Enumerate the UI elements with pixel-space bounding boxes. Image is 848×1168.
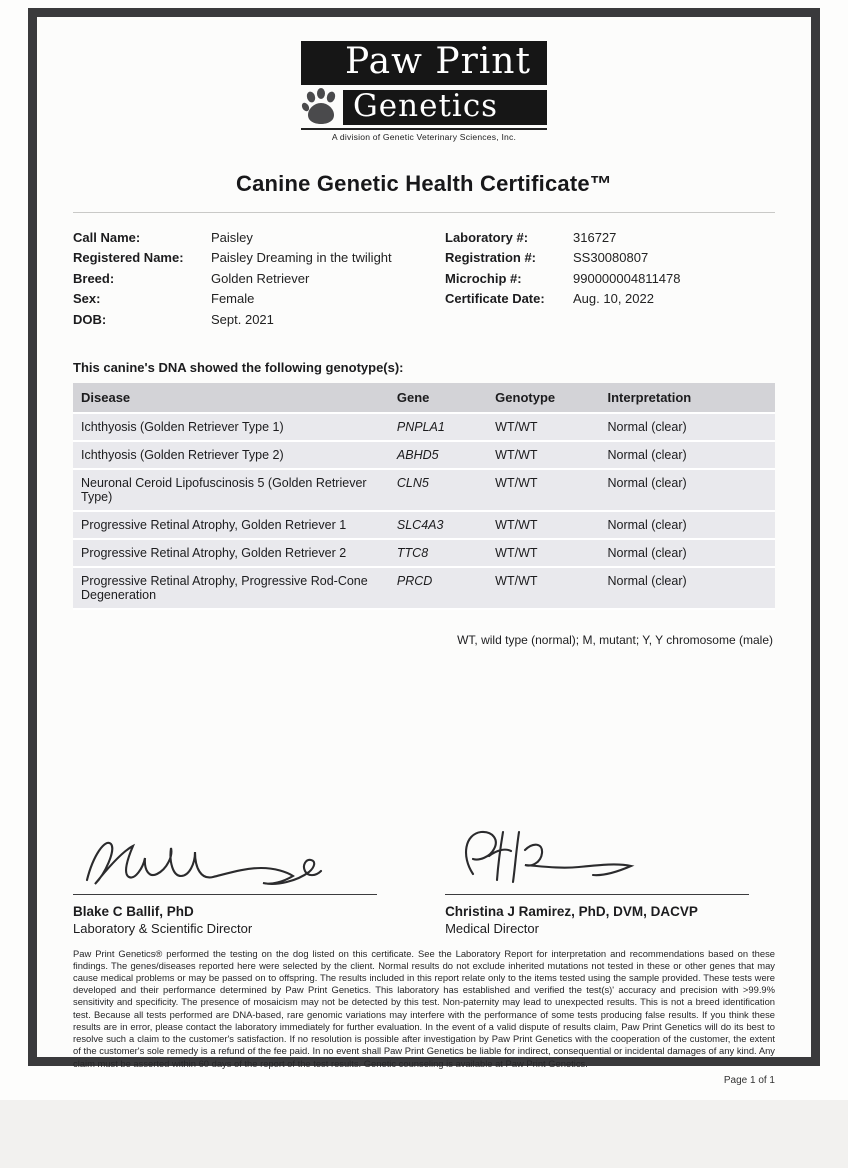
logo-area: [73, 41, 775, 145]
dog-info-right-column: [445, 230, 775, 327]
field-label: Breed:: [73, 270, 115, 286]
field-label: Laboratory #:: [445, 229, 529, 245]
table-row: [73, 441, 775, 469]
cell-gene: CLN5: [389, 469, 487, 511]
laboratory-number-value: 316727: [573, 229, 617, 245]
cell-interpretation: Normal (clear): [599, 539, 775, 567]
column-header-gene: Gene: [389, 383, 487, 413]
field-label: Registered Name:: [73, 250, 184, 266]
title-divider: [73, 212, 775, 213]
cell-gene: PRCD: [389, 567, 487, 609]
field-label: Sex:: [73, 291, 101, 307]
logo-tagline: A division of Genetic Veterinary Sciences, Inc.: [301, 128, 547, 142]
cell-genotype: WT/WT: [487, 469, 599, 511]
pawprint-genetics-logo: [301, 41, 547, 142]
cell-genotype: WT/WT: [487, 441, 599, 469]
cell-disease: Ichthyosis (Golden Retriever Type 2): [73, 441, 389, 469]
signature-ink-blake: [73, 822, 323, 902]
signature-line: [73, 823, 377, 895]
cell-interpretation: Normal (clear): [599, 413, 775, 441]
cell-disease: Progressive Retinal Atrophy, Golden Retriever 1: [73, 511, 389, 539]
column-header-genotype: Genotype: [487, 383, 599, 413]
paw-print-icon: [301, 87, 341, 125]
dog-info-left-column: [73, 230, 445, 327]
signature-line: [445, 823, 749, 895]
cell-gene: SLC4A3: [389, 511, 487, 539]
registration-number-value: SS30080807: [573, 250, 649, 266]
signature-section: [73, 823, 775, 936]
call-name-value: Paisley: [211, 229, 253, 245]
microchip-number-value: 990000004811478: [573, 270, 681, 286]
certificate-date-value: Aug. 10, 2022: [573, 291, 654, 307]
field-label: Call Name:: [73, 229, 141, 245]
cell-disease: Neuronal Ceroid Lipofuscinosis 5 (Golden Retriever Type): [73, 469, 389, 511]
sex-value: Female: [211, 291, 255, 307]
cell-disease: Ichthyosis (Golden Retriever Type 1): [73, 413, 389, 441]
column-header-interpretation: Interpretation: [599, 383, 775, 413]
certificate-border-frame: [28, 8, 820, 1086]
cell-genotype: WT/WT: [487, 413, 599, 441]
signer-title: Medical Director: [445, 920, 539, 936]
logo-text-genetics: Genetics: [343, 90, 547, 125]
signature-block-medical-director: [445, 823, 775, 936]
signer-title: Laboratory & Scientific Director: [73, 920, 253, 936]
logo-text-paw-print: Paw Print: [301, 41, 547, 85]
genotype-legend: WT, wild type (normal); M, mutant; Y, Y chromosome (male): [457, 632, 773, 647]
signature-ink-christina: [445, 822, 695, 902]
legal-disclaimer-text: Paw Print Genetics® performed the testing on the dog listed on this certificate. See the Laboratory Report for interpretation and recommendations based on these findings. The genes/diseases reported here were selected by the client. Normal results do not exclude inherited mutations not tested in these or other genes that may cause medical problems or may be passed on to offspring. The results included in this report relate only to the items tested using the sample provided. These tests were developed and their performance determined by Paw Print Genetics. This laboratory has established and verified the test(s)' accuracy and precision with >99.9% sensitivity and specificity. The presence of mosaicism may not be detected by this test. Non-paternity may lead to unexpected results. This is not a breed identification test. Because all tests performed are DNA-based, rare genomic variations may interfere with the performance of some tests producing false results. If you think these results are in error, please contact the laboratory immediately for further evaluation. In the event of a valid dispute of results claim, Paw Print Genetics will do its best to resolve such a claim to the customer's satisfaction. If no resolution is possible after investigation by Paw Print Genetics with the cooperation of the customer, the extent of the customer's sole remedy is a refund of the fee paid. In no event shall Paw Print Genetics be liable for indirect, consequential or incidental damages of any kind. Any claim must be asserted within 60 days of the report of the test results. Genetic counseling is available at Paw Print Genetics.: [73, 947, 775, 1069]
cell-interpretation: Normal (clear): [599, 567, 775, 609]
table-row: [73, 539, 775, 567]
cell-gene: PNPLA1: [389, 413, 487, 441]
registered-name-value: Paisley Dreaming in the twilight: [211, 250, 392, 266]
page-number: Page 1 of 1: [723, 1074, 775, 1086]
breed-value: Golden Retriever: [211, 270, 310, 286]
cell-interpretation: Normal (clear): [599, 441, 775, 469]
cell-genotype: WT/WT: [487, 511, 599, 539]
table-row: [73, 413, 775, 441]
genotype-results-table: [73, 383, 775, 610]
signer-name: Christina J Ramirez, PhD, DVM, DACVP: [445, 903, 698, 919]
logo-second-line: [301, 87, 547, 125]
cell-disease: Progressive Retinal Atrophy, Golden Retriever 2: [73, 539, 389, 567]
cell-interpretation: Normal (clear): [599, 469, 775, 511]
page-title: Canine Genetic Health Certificate™: [235, 170, 612, 196]
column-header-disease: Disease: [73, 383, 389, 413]
table-row: [73, 511, 775, 539]
dog-info-section: [73, 230, 775, 327]
cell-genotype: WT/WT: [487, 567, 599, 609]
field-label: DOB:: [73, 311, 107, 327]
signer-name: Blake C Ballif, PhD: [73, 903, 194, 919]
cell-gene: TTC8: [389, 539, 487, 567]
cell-interpretation: Normal (clear): [599, 511, 775, 539]
field-label: Registration #:: [445, 250, 537, 266]
field-label: Certificate Date:: [445, 291, 545, 307]
results-heading: This canine's DNA showed the following genotype(s):: [73, 359, 404, 375]
cell-gene: ABHD5: [389, 441, 487, 469]
signature-block-lab-director: [73, 823, 403, 936]
dob-value: Sept. 2021: [211, 311, 274, 327]
cell-genotype: WT/WT: [487, 539, 599, 567]
table-row: [73, 469, 775, 511]
cell-disease: Progressive Retinal Atrophy, Progressive Rod-Cone Degeneration: [73, 567, 389, 609]
table-header-row: [73, 383, 775, 413]
certificate-content: [37, 17, 811, 1086]
field-label: Microchip #:: [445, 270, 522, 286]
table-row: [73, 567, 775, 609]
